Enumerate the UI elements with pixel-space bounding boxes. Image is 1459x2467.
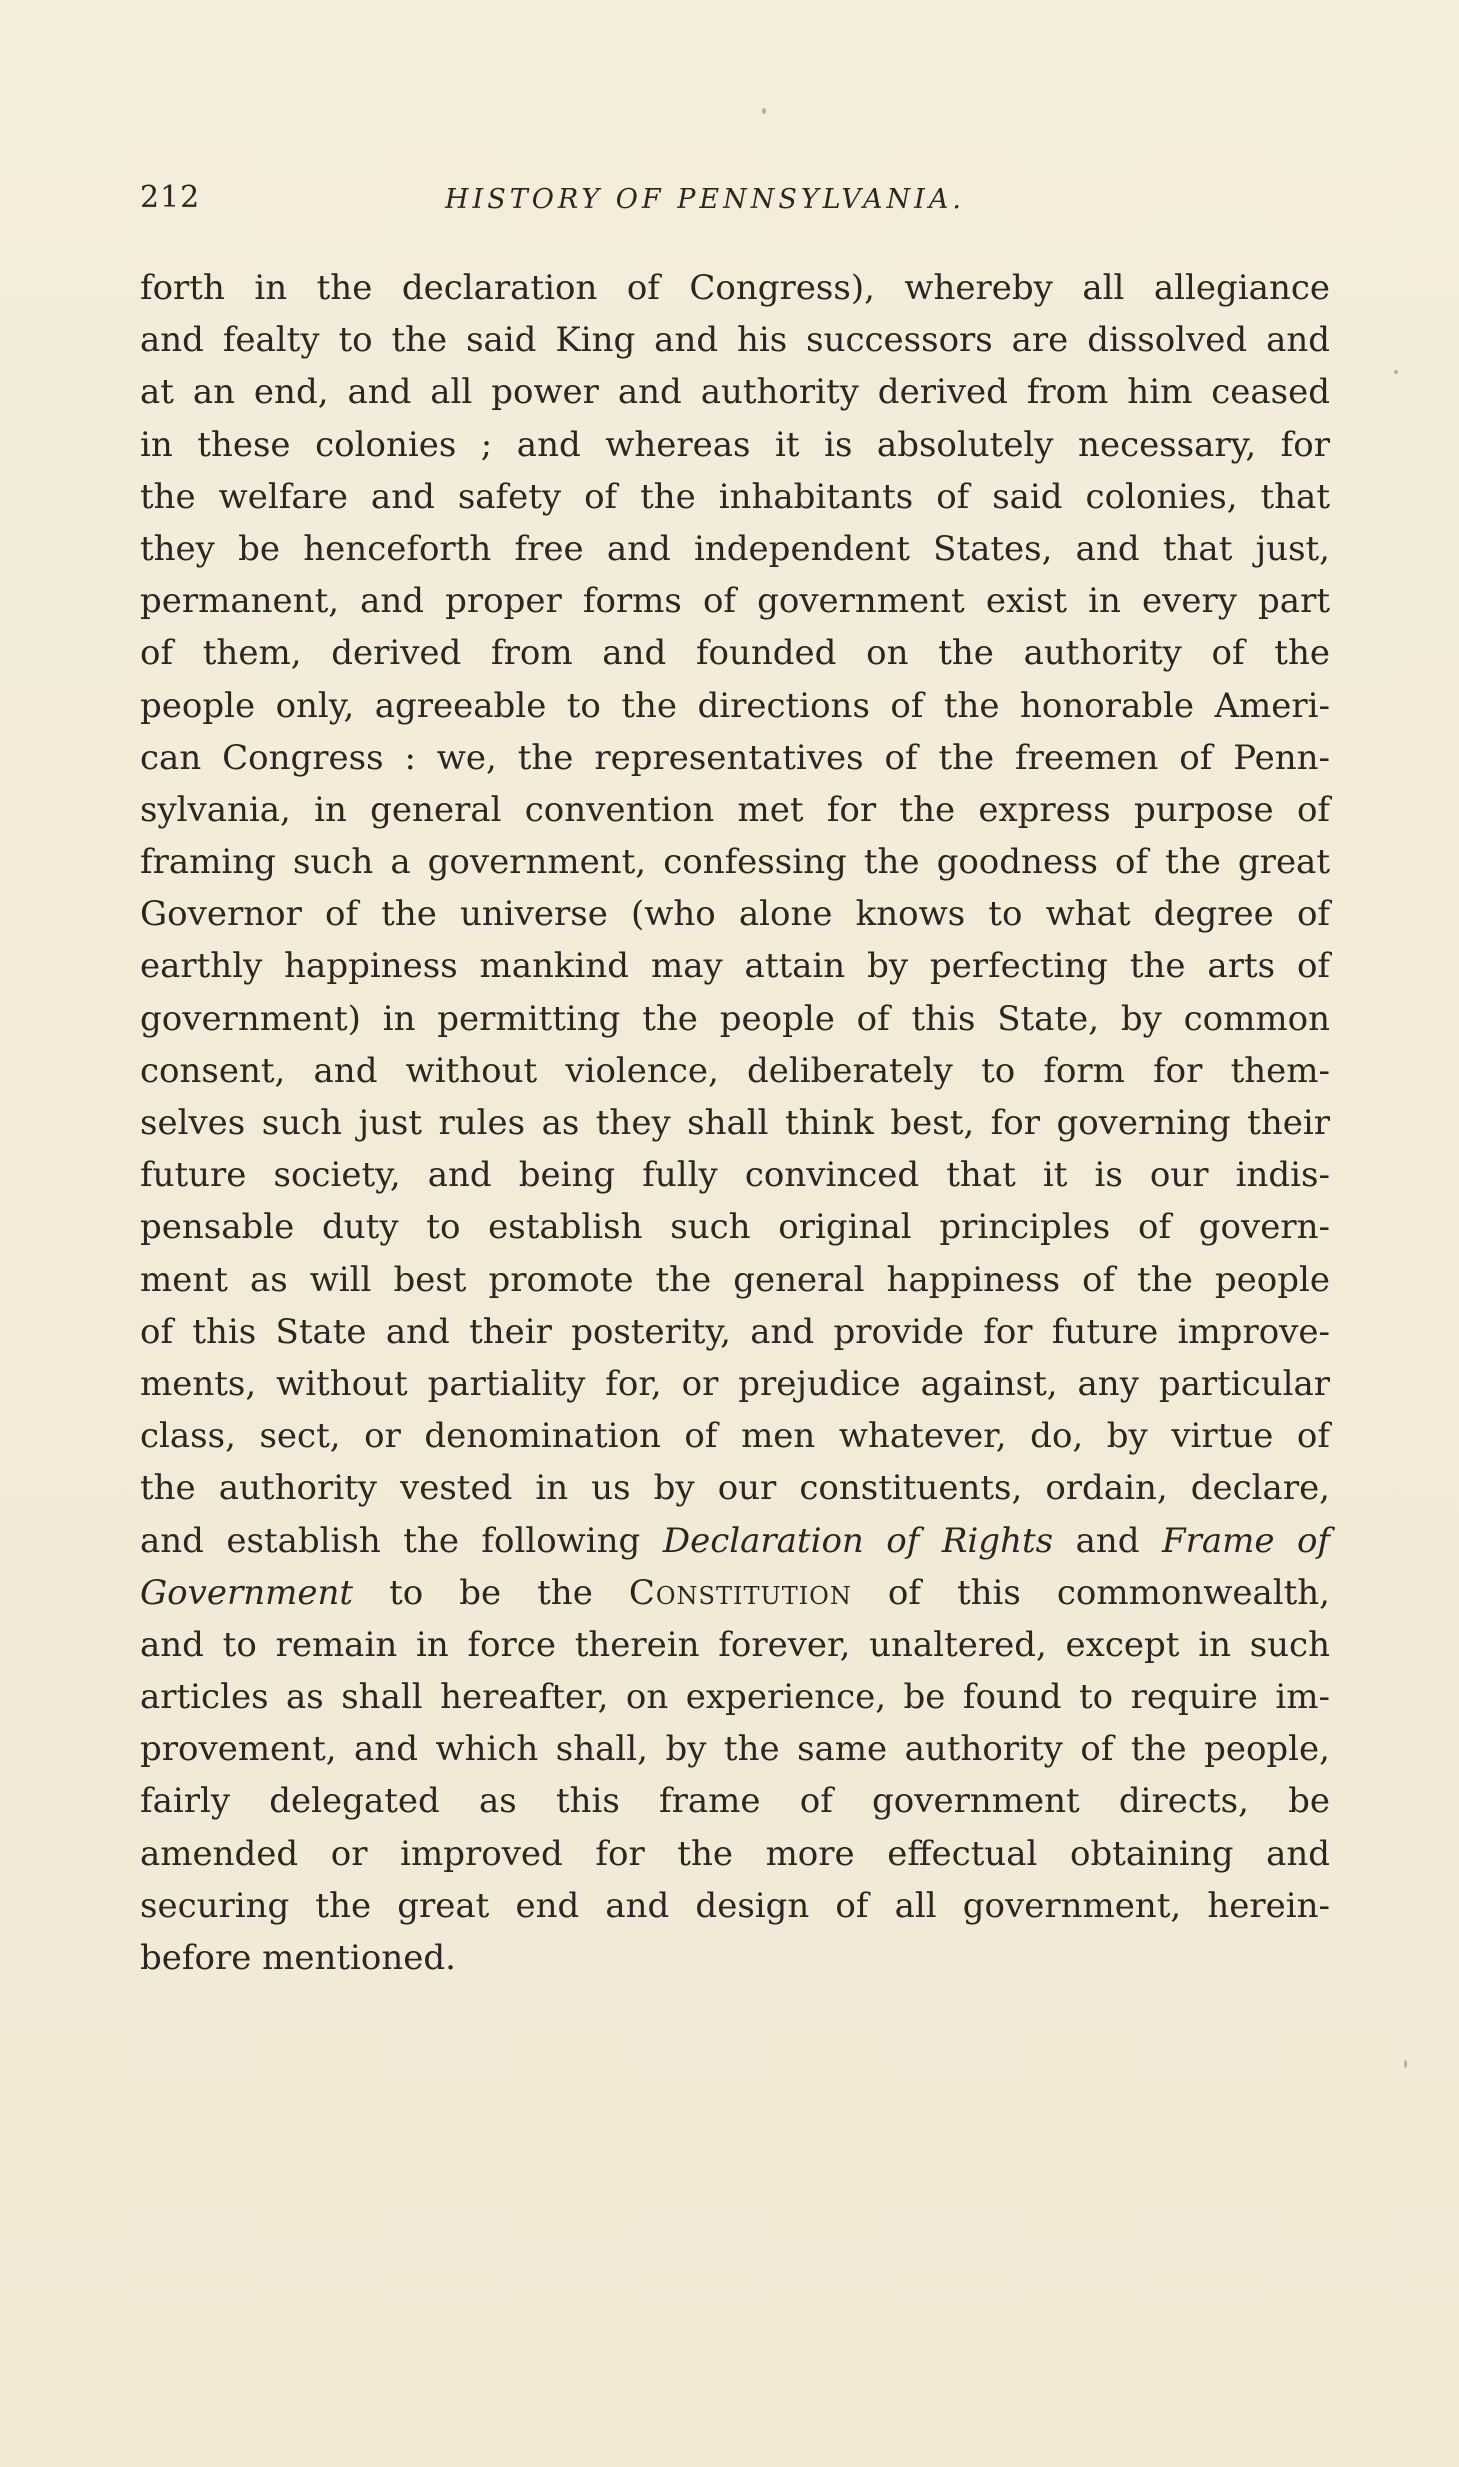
text-line-constitution — [140, 1567, 1330, 1619]
text-line: consent, and without violence, deliberately to form for them- — [140, 1050, 1330, 1091]
italic-title-frame: Frame of — [1161, 1520, 1330, 1561]
paper-speck — [762, 108, 766, 114]
text-line-final: before mentioned. — [140, 1938, 456, 1978]
text-line: future society, and being fully convinced that it is our indis- — [140, 1155, 1330, 1196]
text-line-declaration — [140, 1515, 1330, 1567]
text-line: securing the great end and design of all government, herein- — [140, 1885, 1330, 1926]
text-line: earthly happiness mankind may attain by perfecting the arts of — [140, 946, 1330, 987]
text-line: and to remain in force therein forever, unaltered, except in such — [140, 1624, 1330, 1665]
paper-speck — [1394, 370, 1398, 374]
text-line: selves such just rules as they shall think best, for governing their — [140, 1103, 1330, 1143]
line-text-segment: to be the — [389, 1572, 593, 1613]
text-line: in these colonies ; and whereas it is absolutely necessary, for — [140, 424, 1330, 465]
text-line: can Congress : we, the representatives of the freemen of Penn- — [140, 737, 1330, 778]
line-text-segment: of this commonwealth, — [887, 1572, 1330, 1613]
text-line: articles as shall hereafter, on experience, be found to require im- — [140, 1677, 1330, 1718]
running-title: HISTORY OF PENNSYLVANIA. — [445, 184, 965, 215]
text-line: and fealty to the said King and his successors are dissolved and — [140, 320, 1330, 361]
text-line: at an end, and all power and authority derived from him ceased — [140, 372, 1330, 413]
text-line: permanent, and proper forms of government exist in every part — [140, 581, 1330, 622]
text-line: people only, agreeable to the directions of the honorable Ameri- — [140, 685, 1330, 726]
text-line: of them, derived from and founded on the authority of the — [140, 633, 1330, 674]
text-line: provement, and which shall, by the same authority of the people, — [140, 1729, 1330, 1770]
text-line: sylvania, in general convention met for the express purpose of — [140, 789, 1330, 830]
line-text-segment: and establish the following — [140, 1520, 641, 1561]
text-line: the welfare and safety of the inhabitants of said colonies, that — [140, 476, 1330, 517]
small-caps-constitution: Constitution — [628, 1572, 852, 1613]
text-line: pensable duty to establish such original principles of govern- — [140, 1207, 1330, 1248]
text-line: of this State and their posterity, and provide for future improve- — [140, 1311, 1330, 1352]
text-line: ments, without partiality for, or prejudice against, any particular — [140, 1363, 1330, 1404]
text-line: the authority vested in us by our constituents, ordain, declare, — [140, 1468, 1330, 1509]
line-text-segment: and — [1075, 1520, 1140, 1561]
text-line: government) in permitting the people of this State, by common — [140, 998, 1330, 1039]
text-line: ment as will best promote the general happiness of the people — [140, 1259, 1330, 1300]
text-line: fairly delegated as this frame of government directs, be — [140, 1781, 1330, 1822]
text-line: class, sect, or denomination of men whatever, do, by virtue of — [140, 1416, 1330, 1457]
paper-speck — [1404, 2060, 1407, 2068]
italic-title-government: Government — [140, 1572, 354, 1613]
page-number: 212 — [140, 180, 201, 215]
page-header — [140, 180, 1320, 240]
text-line: Governor of the universe (who alone knows to what degree of — [140, 894, 1330, 935]
body-text — [140, 262, 1330, 1984]
italic-title-rights: Rights — [941, 1520, 1054, 1561]
text-line: amended or improved for the more effectual obtaining and — [140, 1833, 1330, 1874]
text-line: framing such a government, confessing the goodness of the great — [140, 842, 1330, 883]
text-line: they be henceforth free and independent States, and that just, — [140, 528, 1330, 569]
text-line: forth in the declaration of Congress), whereby all allegiance — [140, 268, 1330, 308]
italic-title-declaration: Declaration of — [662, 1520, 920, 1561]
